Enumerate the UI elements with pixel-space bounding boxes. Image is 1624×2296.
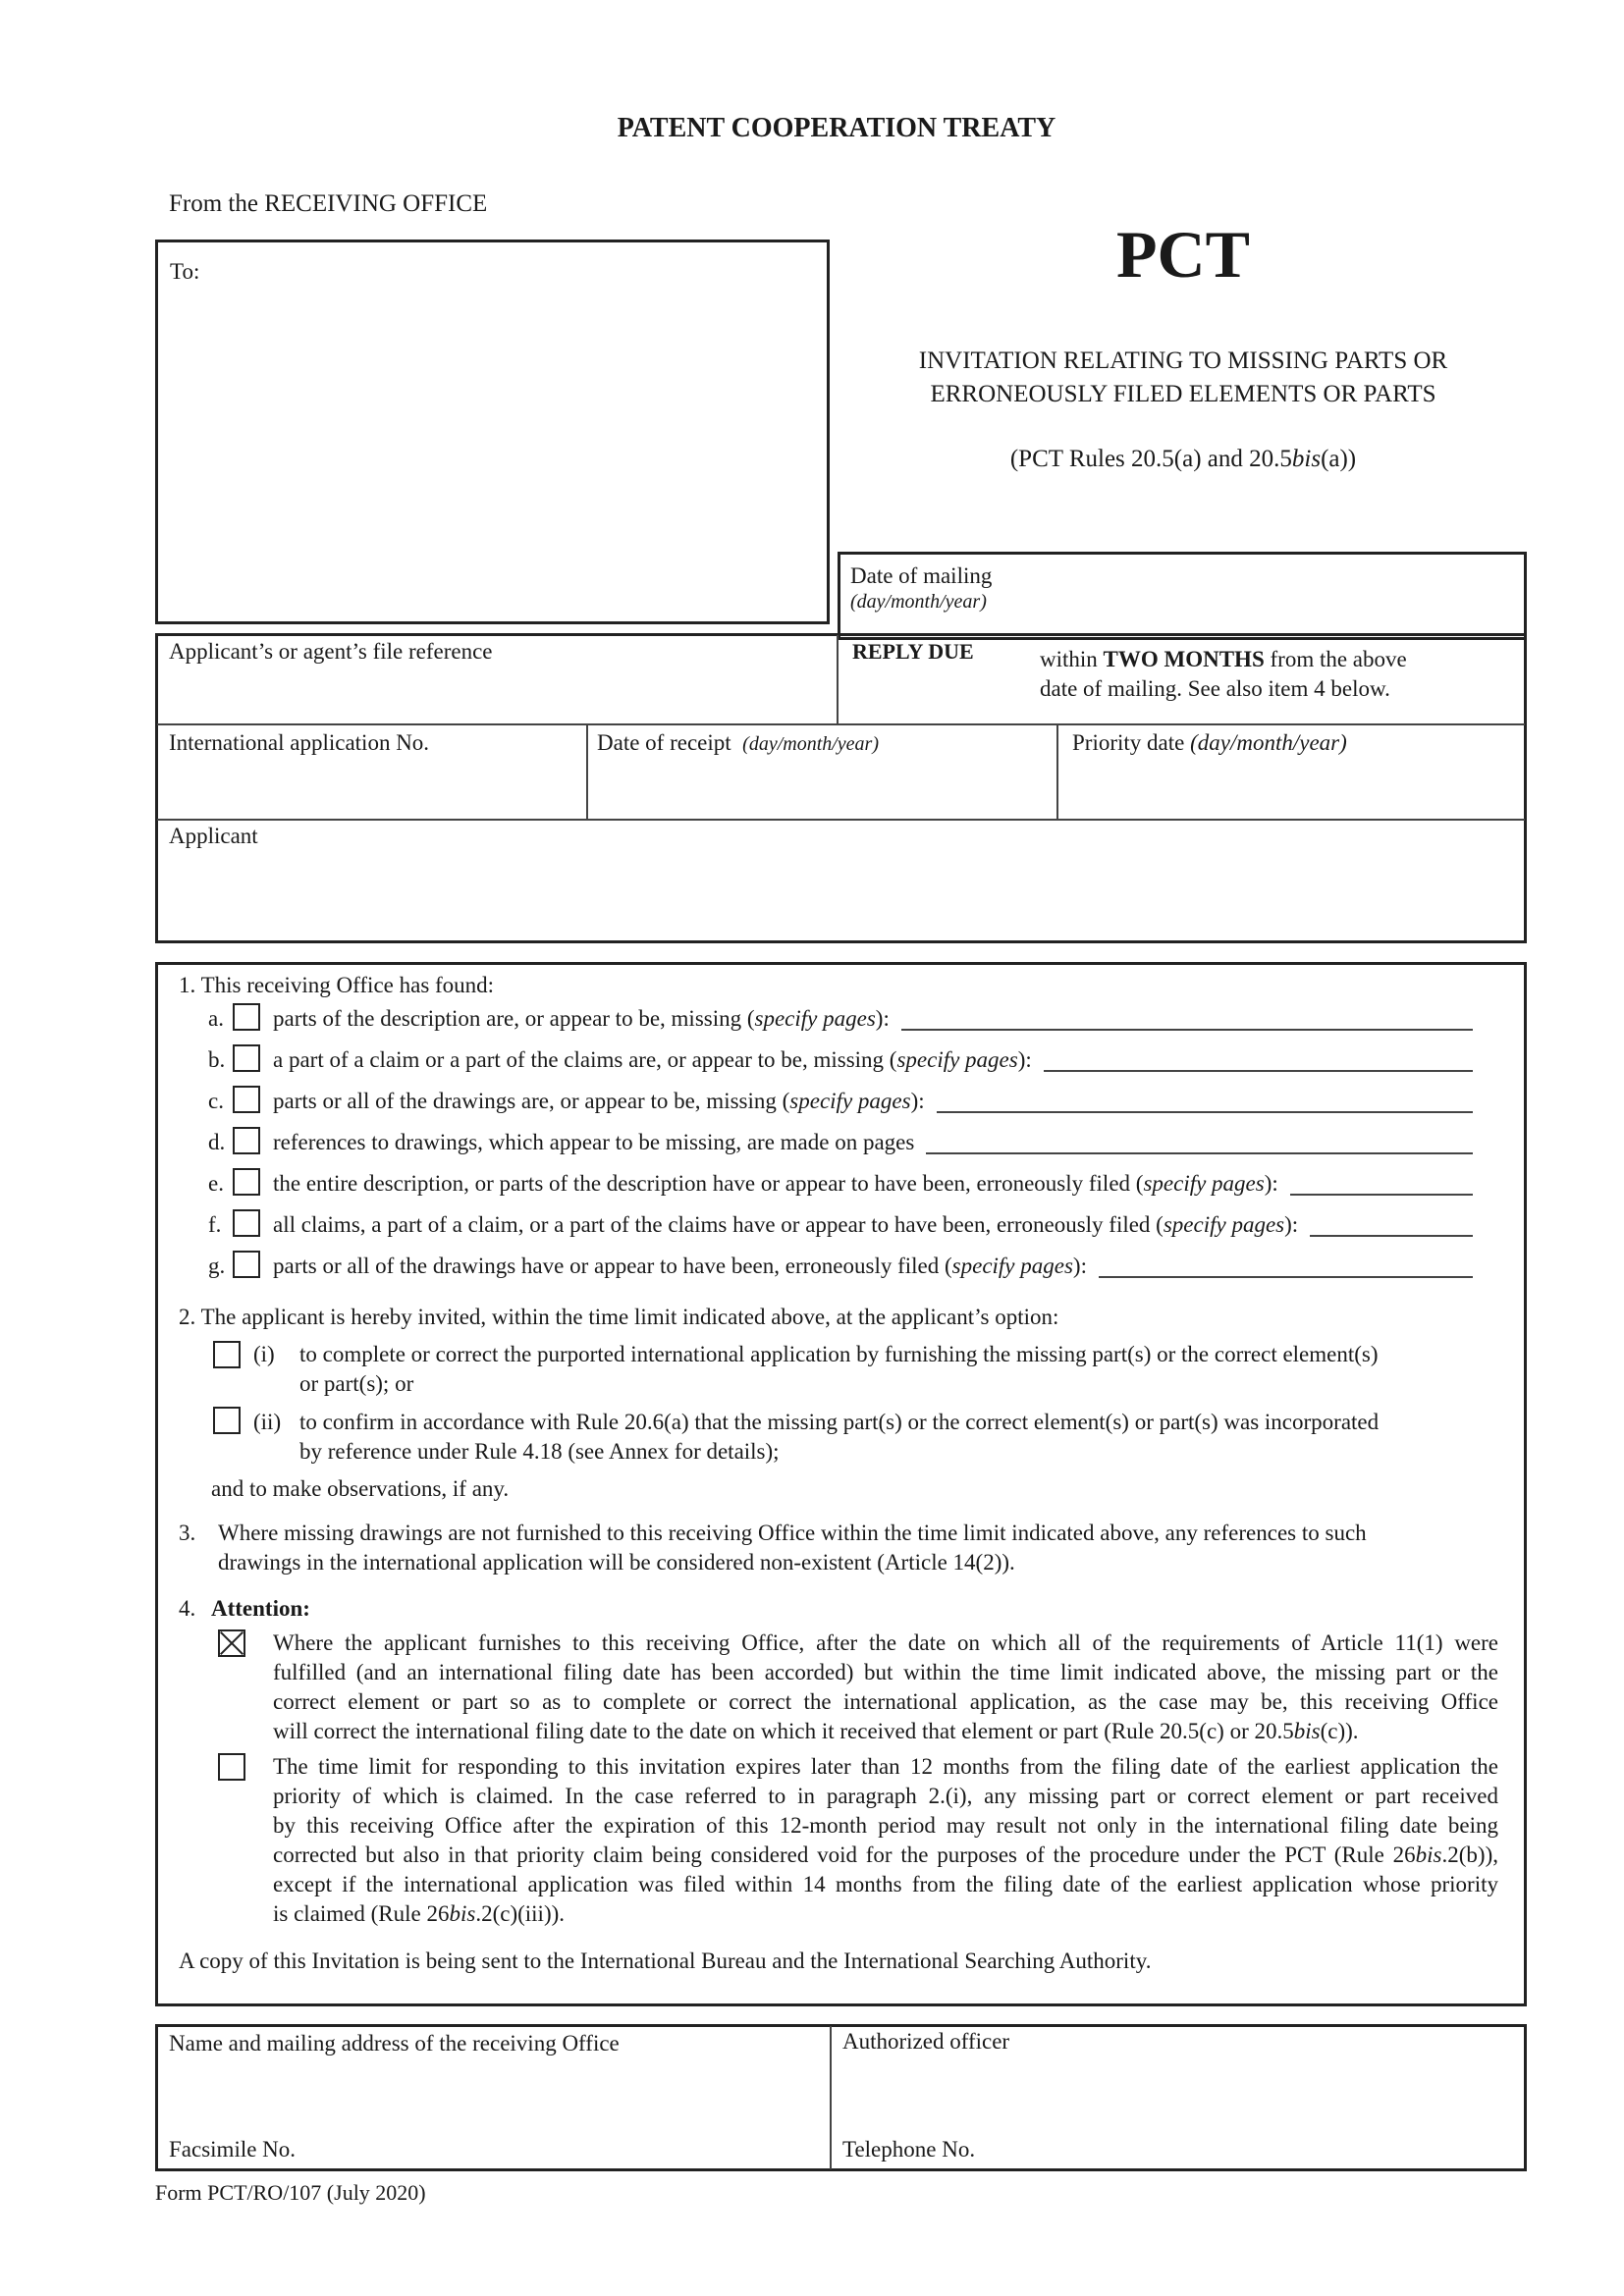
office-address-label[interactable]: Name and mailing address of the receiving Office: [169, 2031, 620, 2056]
attention-b-checkbox[interactable]: [218, 1753, 245, 1781]
item-specify-pages: specify pages: [1163, 1212, 1285, 1237]
section1-item-letter: c.: [208, 1089, 224, 1113]
line-text: by this receiving Office after the expiration of this 12-month period may result not only in the international filing date being: [273, 1813, 1498, 1838]
section1-item-checkbox[interactable]: [233, 1086, 260, 1113]
addressee-box[interactable]: [155, 240, 830, 624]
italic-bis: bis: [449, 1901, 476, 1926]
divider-fileref-reply: [837, 635, 839, 723]
section1-item-letter: d.: [208, 1130, 226, 1154]
date-of-receipt-text: Date of receipt: [597, 730, 731, 755]
priority-date-label[interactable]: [1072, 729, 1347, 757]
file-reference-label[interactable]: Applicant’s or agent’s file reference: [169, 639, 493, 664]
rules-prefix: (PCT Rules 20.5(a) and 20.5: [1009, 446, 1292, 472]
to-label: To:: [170, 259, 200, 284]
attention-b-line: [273, 1900, 1498, 1928]
section1-item-checkbox[interactable]: [233, 1168, 260, 1196]
section1-item-text: [273, 1129, 914, 1156]
item-text-close: ):: [1264, 1171, 1278, 1196]
doc-title-line1: INVITATION RELATING TO MISSING PARTS OR: [918, 347, 1448, 374]
line-text: The time limit for responding to this invitation expires later than 12 months from the filing date of the earliest application the: [273, 1754, 1498, 1779]
pct-rules-reference: [864, 444, 1502, 475]
line-text: (c)).: [1320, 1719, 1359, 1743]
treaty-title: PATENT COOPERATION TREATY: [617, 113, 1056, 143]
date-of-mailing-box[interactable]: [838, 552, 1527, 640]
item-text-close: ):: [1284, 1212, 1299, 1237]
attention-a-checkbox-checked[interactable]: [218, 1629, 245, 1657]
date-of-receipt-label[interactable]: [597, 729, 879, 758]
divider-row1: [157, 723, 1525, 725]
pct-logo: PCT: [1116, 217, 1250, 292]
option-i-num: (i): [253, 1342, 275, 1366]
option-ii-line2: by reference under Rule 4.18 (see Annex for details);: [299, 1439, 780, 1464]
option-ii-line1: to confirm in accordance with Rule 20.6(a) that the missing part(s) or the correct element(s) or part(s) was incorporated: [299, 1410, 1380, 1434]
option-i-line2: or part(s); or: [299, 1371, 414, 1396]
line-text: .2(b)),: [1441, 1842, 1498, 1867]
section1-item-checkbox[interactable]: [233, 1044, 260, 1072]
attention-b-line: [273, 1842, 1498, 1869]
line-text: priority of which is claimed. In the case referred to in paragraph 2.(i), any missing part or correct element or part received: [273, 1784, 1498, 1808]
italic-bis: bis: [1293, 1719, 1321, 1743]
line-text: corrected but also in that priority claim being considered void for the purposes of the procedure under the PCT (Rule 26: [273, 1842, 1416, 1867]
item-text-main: parts of the description are, or appear to be, missing (: [273, 1006, 755, 1031]
telephone-label[interactable]: Telephone No.: [842, 2137, 976, 2162]
section1-item-fill-line[interactable]: [901, 1029, 1473, 1031]
line-text: .2(c)(iii)).: [475, 1901, 566, 1926]
divider-row2: [157, 819, 1525, 821]
section1-item-text: [273, 1046, 1032, 1074]
section1-item-fill-line[interactable]: [1290, 1194, 1473, 1196]
section1-item-fill-line[interactable]: [937, 1111, 1473, 1113]
attention-b-line: [273, 1783, 1498, 1810]
reply-due-pre: within: [1040, 647, 1098, 671]
attention-b-line: [273, 1871, 1498, 1898]
rules-bis: bis: [1291, 446, 1322, 472]
section1-item-fill-line[interactable]: [926, 1152, 1473, 1154]
option-i-line1: to complete or correct the purported international application by furnishing the missing part(s) or the correct element(s): [299, 1342, 1379, 1366]
attention-a-line: [273, 1659, 1498, 1686]
section1-item-letter: g.: [208, 1254, 226, 1278]
line-text: will correct the international filing date to the date on which it received that element or part (Rule 20.5(c) or 20.5: [273, 1719, 1294, 1743]
line-text: Where the applicant furnishes to this receiving Office, after the date on which all of the requirements of Article 11(1) were: [273, 1630, 1498, 1655]
item-text-main: parts or all of the drawings have or appear to have been, erroneously filed (: [273, 1254, 952, 1278]
attention-a-line: [273, 1629, 1498, 1657]
facsimile-label[interactable]: Facsimile No.: [169, 2137, 297, 2162]
rules-suffix: (a)): [1321, 446, 1357, 472]
option-ii-checkbox[interactable]: [213, 1407, 241, 1434]
from-receiving-office: From the RECEIVING OFFICE: [169, 190, 488, 217]
section1-item-letter: b.: [208, 1047, 226, 1072]
item-text-close: ):: [910, 1089, 925, 1113]
item-text-main: parts or all of the drawings are, or appear to be, missing (: [273, 1089, 790, 1113]
item-specify-pages: specify pages: [754, 1006, 876, 1031]
line-text: except if the international application was filed within 14 months from the filing date of the earliest application whose priority: [273, 1872, 1498, 1896]
item-specify-pages: specify pages: [789, 1089, 911, 1113]
section1-item-letter: a.: [208, 1006, 224, 1031]
reply-due-text-line1: [1040, 646, 1407, 673]
item-text-close: ):: [1072, 1254, 1087, 1278]
attention-a-line: [273, 1688, 1498, 1716]
reply-due-two-months: TWO MONTHS: [1103, 647, 1265, 671]
doc-title-line2: ERRONEOUSLY FILED ELEMENTS OR PARTS: [930, 381, 1436, 407]
option-ii-num: (ii): [253, 1410, 282, 1434]
reply-due-text-line2: date of mailing. See also item 4 below.: [1040, 676, 1390, 701]
date-of-receipt-format: (day/month/year): [742, 733, 880, 755]
section4-heading: Attention:: [211, 1596, 310, 1621]
divider-receipt-priority: [1056, 724, 1058, 819]
item-text-main: the entire description, or parts of the description have or appear to have been, erroneously filed (: [273, 1171, 1144, 1196]
line-text: fulfilled (and an international filing date has been accorded) but within the time limit indicated above, the missing part or the: [273, 1660, 1498, 1684]
section1-item-text: [273, 1005, 890, 1033]
reply-due-label: REPLY DUE: [852, 639, 974, 664]
attention-a-line: [273, 1718, 1498, 1745]
line-text: is claimed (Rule 26: [273, 1901, 450, 1926]
section1-item-checkbox[interactable]: [233, 1251, 260, 1278]
section1-heading: 1. This receiving Office has found:: [179, 973, 495, 997]
attention-b-line: [273, 1753, 1498, 1781]
section1-item-text: [273, 1211, 1298, 1239]
section3-line1: Where missing drawings are not furnished to this receiving Office within the time limit indicated above, any references to such: [218, 1521, 1367, 1545]
date-of-mailing-label: Date of mailing: [850, 563, 993, 588]
priority-date-format: (day/month/year): [1190, 730, 1347, 755]
italic-bis: bis: [1415, 1842, 1442, 1867]
section1-item-text: [273, 1088, 925, 1115]
priority-date-text: Priority date: [1072, 730, 1185, 755]
section1-item-text: [273, 1253, 1087, 1280]
authorized-officer-label[interactable]: Authorized officer: [842, 2029, 1010, 2054]
section1-item-letter: e.: [208, 1171, 224, 1196]
date-of-mailing-format: (day/month/year): [850, 591, 987, 613]
section2-closing: and to make observations, if any.: [211, 1476, 510, 1501]
divider-appno-receipt: [586, 724, 588, 819]
item-text-main: references to drawings, which appear to be missing, are made on pages: [273, 1130, 915, 1154]
intl-application-no-label[interactable]: International application No.: [169, 730, 430, 755]
divider-office-officer: [830, 2026, 832, 2169]
item-specify-pages: specify pages: [1143, 1171, 1265, 1196]
section1-item-checkbox[interactable]: [233, 1209, 260, 1237]
item-specify-pages: specify pages: [951, 1254, 1073, 1278]
attention-b-line: [273, 1812, 1498, 1840]
section1-item-checkbox[interactable]: [233, 1127, 260, 1154]
item-text-main: all claims, a part of a claim, or a part of the claims have or appear to have been, erroneously filed (: [273, 1212, 1164, 1237]
section1-item-fill-line[interactable]: [1099, 1276, 1473, 1278]
section1-item-fill-line[interactable]: [1310, 1235, 1473, 1237]
section1-item-fill-line[interactable]: [1044, 1070, 1473, 1072]
applicant-label[interactable]: Applicant: [169, 824, 258, 848]
reply-due-post: from the above: [1270, 647, 1407, 671]
section1-item-checkbox[interactable]: [233, 1003, 260, 1031]
form-id: Form PCT/RO/107 (July 2020): [155, 2180, 426, 2205]
item-text-close: ):: [875, 1006, 890, 1031]
item-text-main: a part of a claim or a part of the claims are, or appear to be, missing (: [273, 1047, 897, 1072]
section4-num: 4.: [179, 1596, 196, 1621]
section1-item-letter: f.: [208, 1212, 222, 1237]
section3-line2: drawings in the international application will be considered non-existent (Article 14(2)).: [218, 1550, 1015, 1575]
copy-note: A copy of this Invitation is being sent to the International Bureau and the International Searching Authority.: [179, 1949, 1152, 1973]
option-i-checkbox[interactable]: [213, 1341, 241, 1368]
section3-num: 3.: [179, 1521, 196, 1545]
section1-item-text: [273, 1170, 1278, 1198]
line-text: correct element or part so as to complete or correct the international application, as the case may be, this receiving Office: [273, 1689, 1498, 1714]
item-specify-pages: specify pages: [896, 1047, 1018, 1072]
section2-heading: 2. The applicant is hereby invited, within the time limit indicated above, at the applicant’s option:: [179, 1305, 1059, 1329]
item-text-close: ):: [1017, 1047, 1032, 1072]
